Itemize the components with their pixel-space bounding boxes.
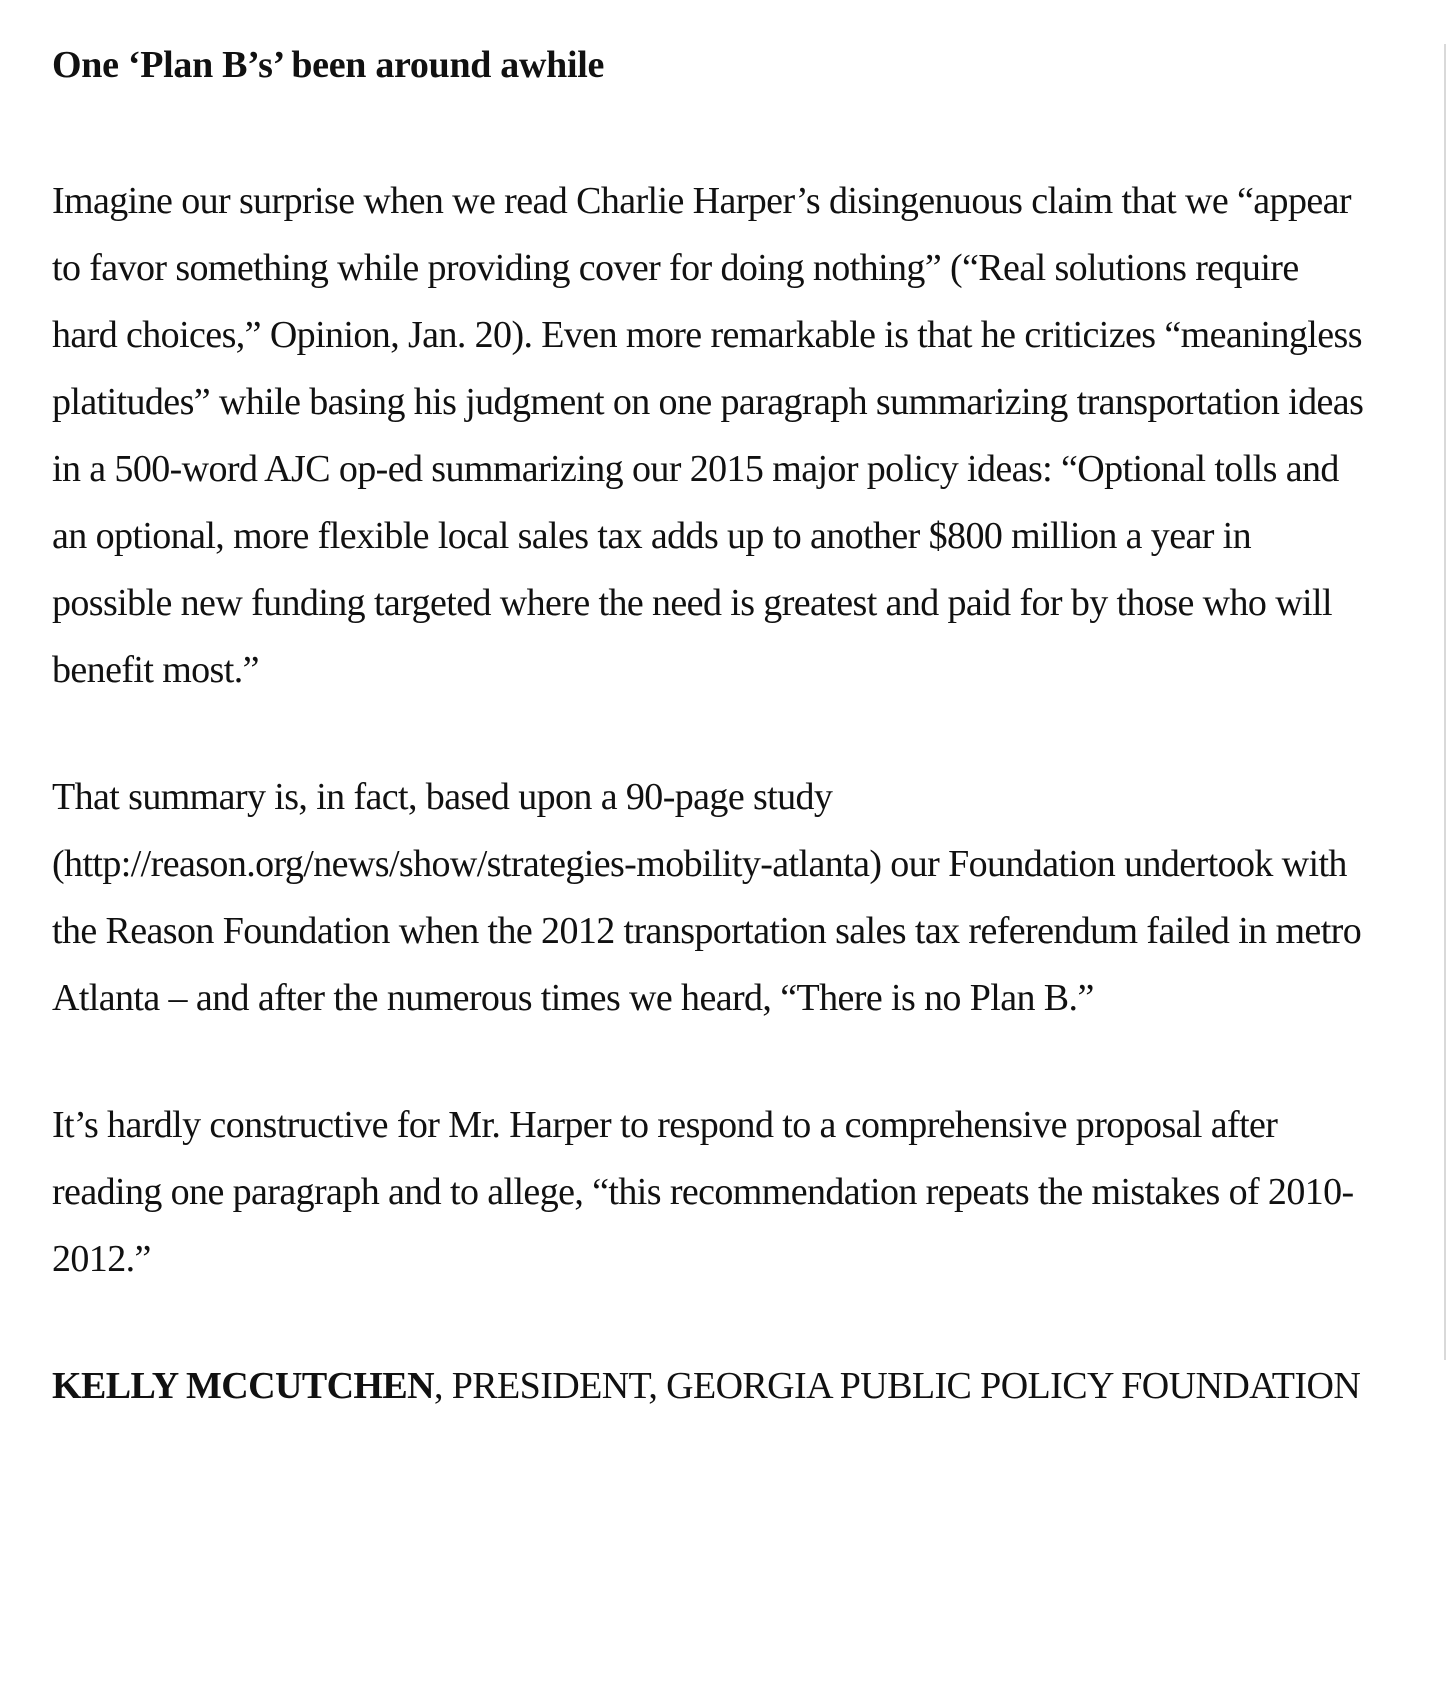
letter-paragraph: That summary is, in fact, based upon a 90-page study (http://reason.org/news/show/strategies-mobility-atlanta) our Foundation undertook with the Reason Foundation when the 2012 transportation sales tax referendum failed in metro Atlanta – and after the numerous times we heard, “There is no Plan B.” (52, 776, 1362, 1019)
letter-signature (52, 1353, 1372, 1420)
author-name: KELLY MCCUTCHEN (52, 1365, 434, 1407)
letter-paragraph: Imagine our surprise when we read Charlie Harper’s disingenuous claim that we “appear to favor something while providing cover for doing nothing” (“Real solutions require hard choices,” Opinion, Jan. 20). Even more remarkable is that he criticizes “meaningless platitudes” while basing his judgment on one paragraph summarizing transportation ideas in a 500-word AJC op-ed summarizing our 2015 major policy ideas: “Optional tolls and an optional, more flexible local sales tax adds up to another $800 million a year in possible new funding targeted where the need is greatest and paid for by those who will benefit most.” (52, 180, 1364, 691)
letter-headline: One ‘Plan B’s’ been around awhile (52, 44, 605, 86)
letter-article (52, 40, 1372, 1420)
author-title: , PRESIDENT, GEORGIA PUBLIC POLICY FOUNDATION (433, 1365, 1361, 1407)
scrollbar-track[interactable] (1444, 44, 1446, 1360)
letter-paragraph: It’s hardly constructive for Mr. Harper to respond to a comprehensive proposal after reading one paragraph and to allege, “this recommendation repeats the mistakes of 2010-2012.” (52, 1104, 1354, 1280)
